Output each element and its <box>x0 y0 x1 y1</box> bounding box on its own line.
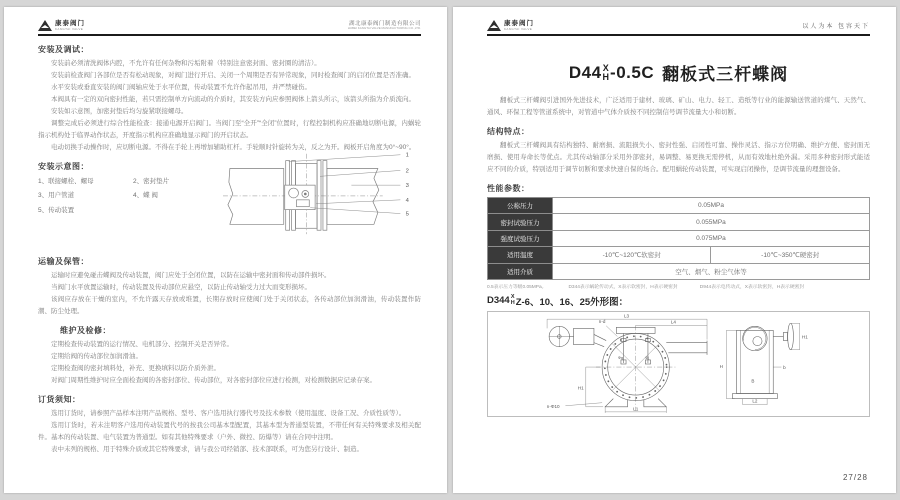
diagram-number: 1 <box>405 152 409 159</box>
paragraph: 安装前必须清洗阀体内腔，不允许有任何杂物和污垢附着（特别注意密封面、密封圈的清洁）。 <box>51 60 321 67</box>
paragraph: 运输时应避免碰击蝶阀及传动装置，阀门应处于全闭位置，以防在运输中密封面和传动部件损坏。 <box>51 272 331 280</box>
legend-item: 4、蝶 阀 <box>133 192 158 200</box>
logo-triangle-icon <box>487 20 501 31</box>
model-prefix: D44 <box>568 62 602 82</box>
section-heading-performance: 性能参数： <box>487 184 530 194</box>
paragraph: 当阀门水平放置运输时，传动装置及传动部位应悬空，以防止传动轴受力过大而变形损坏。 <box>51 284 311 292</box>
row-value: -10℃~350℃硬密封 <box>711 247 870 263</box>
dim-label-nd: n-d <box>598 319 606 325</box>
diagram-number: 3 <box>405 183 409 190</box>
outline-model-prefix: D344 <box>487 295 510 307</box>
schematic-legend <box>38 175 228 218</box>
model-fraction <box>603 64 610 82</box>
model-suffix: -0.5C <box>610 62 655 82</box>
logo-subtext: KANGTAI VALVE <box>504 27 533 31</box>
logo-name: 康泰阀门 <box>504 19 534 27</box>
page-number: 27/28 <box>842 473 868 482</box>
paragraph: 表中未列的规格、用于特殊介质或其它特殊要求，请与我公司经销部、技术部联系，可为您另行设计、制造。 <box>51 446 363 454</box>
paragraph: 调整完成后必须进行综合性能检查：接通电源开启阀门。当阀门至“全开”“全闭”位置时，行程控制机构应准确地切断电源，内蜗轮指示机构处于临界动作状态，开度指示机构应准确地显示阀门的开启状态。 <box>38 120 421 140</box>
installation-diagram <box>223 145 419 239</box>
dim-label-l4: L4 <box>670 319 676 325</box>
paragraph: 选用订货时，请参照产品样本注明产品规格、型号、客户选用执行器代号及技术参数（使用温度、设备工况、介质性质等）。 <box>51 410 406 418</box>
row-value: 0.05MPa <box>552 198 869 214</box>
outline-heading <box>487 294 870 308</box>
legend-item <box>133 204 228 218</box>
row-value: 0.075MPa <box>552 230 869 246</box>
section-heading-features: 结构特点： <box>487 127 530 137</box>
section-heading-order: 订货须知： <box>38 395 81 405</box>
company-logo <box>38 20 85 31</box>
row-value: 空气、烟气、粉尘气体等 <box>552 263 869 279</box>
legend-item: 1、联接螺栓、螺母 <box>38 178 94 186</box>
catalog-page-left <box>4 7 447 493</box>
table-footnotes <box>487 283 870 290</box>
logo-name: 康泰阀门 <box>55 19 85 27</box>
paragraph: 该阀应存放在干燥的室内，不允许露天存放或堆置，长期存放时应使阀门处于关闭状态，各传动部位加润滑油，传动装置作防潮、防尘处理。 <box>38 296 421 316</box>
table-row <box>488 247 870 263</box>
paragraph: 定期给阀的传动部位加润滑油。 <box>51 353 142 361</box>
logo-subtext: KANGTAI VALVE <box>55 27 84 31</box>
paragraph: 本阀具有一定的双向密封性能，若只需控制单方向流动的介质时，其安装方向应参照阀体上箭头所示，该箭头所指为介质流向。 <box>51 96 415 104</box>
dim-label-b: b <box>783 365 786 371</box>
paragraph: 安装如示意图，加密封垫后均匀旋紧联接螺母。 <box>51 108 188 116</box>
section-heading-schematic: 安装示意图： <box>38 162 89 172</box>
row-label: 适用温度 <box>488 247 553 263</box>
dim-label-l2: L2 <box>752 398 758 404</box>
fraction-bottom: H <box>602 71 610 82</box>
table-row <box>488 198 870 214</box>
company-name-en: HUBEI KANGTAI VALVE MANUFACTURING CO.,LTD. <box>347 26 421 31</box>
label-phi-j: Φj <box>644 354 649 360</box>
diagram-number: 5 <box>405 211 409 218</box>
paragraph: 安装前检查阀门各部位是否有松动现象，对阀门进行开启、关闭一个周期是否有异常现象，同时检查阀门的启闭位置是否准确。 <box>51 72 415 80</box>
paragraph: 定期检查传动装置的运行情况、电机部分、控制开关是否异常。 <box>51 341 233 349</box>
legend-item: 5、传动装置 <box>38 206 75 214</box>
label-phi-g: Φg <box>617 354 624 360</box>
product-name: 翻板式三杆蝶阀 <box>662 65 789 84</box>
row-value: -10℃~120℃软密封 <box>552 247 711 263</box>
fraction-top: X <box>602 62 609 73</box>
footnote: D344表示蜗轮传动式，X表示软密封，H表示硬密封 <box>568 284 678 290</box>
outline-model-fraction <box>511 295 515 306</box>
diagram-number: 4 <box>405 197 409 204</box>
footnote: 0.5表示压力等级0.05MPa。 <box>487 284 547 290</box>
dim-label-h1-side: H1 <box>801 334 808 340</box>
intro-paragraph: 翻板式三杆蝶阀引进国外先进技术，广泛适用于建材、玻璃、矿山、电力、轻工、造纸等行业的能源输送管道的煤气、天然气、通风、环保工程等管道系统中，对管道中气体介质按不同控制信号调节流量大小和切断。 <box>487 97 870 117</box>
company-logo <box>487 20 534 31</box>
footnote: D944表示电传动式，X表示软密封，H表示硬密封 <box>699 284 805 290</box>
dim-label-h1: H1 <box>577 385 584 391</box>
section-heading-maintain: 维护及检修： <box>60 326 111 336</box>
row-label: 强度试验压力 <box>488 230 553 246</box>
dim-label-l3: L3 <box>623 313 630 319</box>
section-heading-transport: 运输及保管： <box>38 257 89 267</box>
page-header <box>38 20 421 36</box>
page-header <box>487 20 870 36</box>
row-label: 密封试验压力 <box>488 214 553 230</box>
table-row <box>488 263 870 279</box>
fraction-bottom: H <box>510 299 515 306</box>
company-slogan: 以人为本 包容天下 <box>802 23 870 30</box>
paragraph: 选用订货时，若未注明客户选用传动装置代号的按我公司基本型配置，其基本型为普通型装置，不带任何有关特殊要求及相关配件。基本的传动装置、电气装置为普通型。如有其他特殊要求（户外、微控、防爆等）请在合同中注明。 <box>38 422 421 442</box>
legend-item: 2、密封垫片 <box>133 178 170 186</box>
table-row <box>488 214 870 230</box>
company-name: 湖北康泰阀门制造有限公司 <box>348 20 421 27</box>
dim-label-bcap: B <box>751 378 755 384</box>
table-row <box>488 230 870 246</box>
product-title <box>487 60 870 85</box>
legend-item: 3、用户管道 <box>38 192 75 200</box>
note-n-phi10: n-Φ10 <box>546 403 560 409</box>
dim-label-l1: L1 <box>633 406 639 412</box>
section-heading-install: 安装及调试： <box>38 45 89 54</box>
outline-drawing-box <box>487 311 870 417</box>
diagram-number: 2 <box>405 168 409 175</box>
installation-schematic-block <box>38 152 421 249</box>
paragraph: 电动切换手动操作时，应切断电源。不得在手轮上再增加辅助杠杆。手轮顺时针旋转为关，反之为开。阀板开启角度为0°~90°。 <box>51 144 416 152</box>
paragraph: 水平安装或垂直安装的阀门阀轴应处于水平位置，传动装置不允许作起吊用，并严禁碰伤。 <box>51 84 311 92</box>
paragraph: 定期检查阀的密封填料处，补充、更换填料以防介质外泄。 <box>51 365 220 373</box>
outline-title-suffix: Z-6、10、16、25外形图： <box>515 296 629 308</box>
catalog-page-right <box>453 7 896 493</box>
row-label: 适用介质 <box>488 263 553 279</box>
row-value: 0.055MPa <box>552 214 869 230</box>
logo-triangle-icon <box>38 20 52 31</box>
row-label: 公称压力 <box>488 198 553 214</box>
dim-label-h: H <box>719 364 723 370</box>
fraction-top: X <box>510 294 515 301</box>
performance-table <box>487 197 870 280</box>
outline-drawing <box>488 312 869 416</box>
paragraph: 对阀门周期性维护时应全面检查阀的各密封部位、传动部位，对各密封部位应进行检测，对检测数据应记录存案。 <box>51 377 376 385</box>
features-paragraph: 翻板式三杆蝶阀具有结构独特、耐磨损、流阻损失小、密封性强、启闭性可靠、操作灵活、指示方位明确、维护方便、密封面无磨损、使用寿命长等优点。尤其传动轴部分采用外部密封，易调整、易更换无需停机，从而有效地杜绝外漏。采用多种密封形式能适应不同的介质，特别适用于调节切断和要求快速自保的场合。配用蜗轮传动装置，可实现启闭操作，是调节流量的理想设备。 <box>487 142 870 174</box>
